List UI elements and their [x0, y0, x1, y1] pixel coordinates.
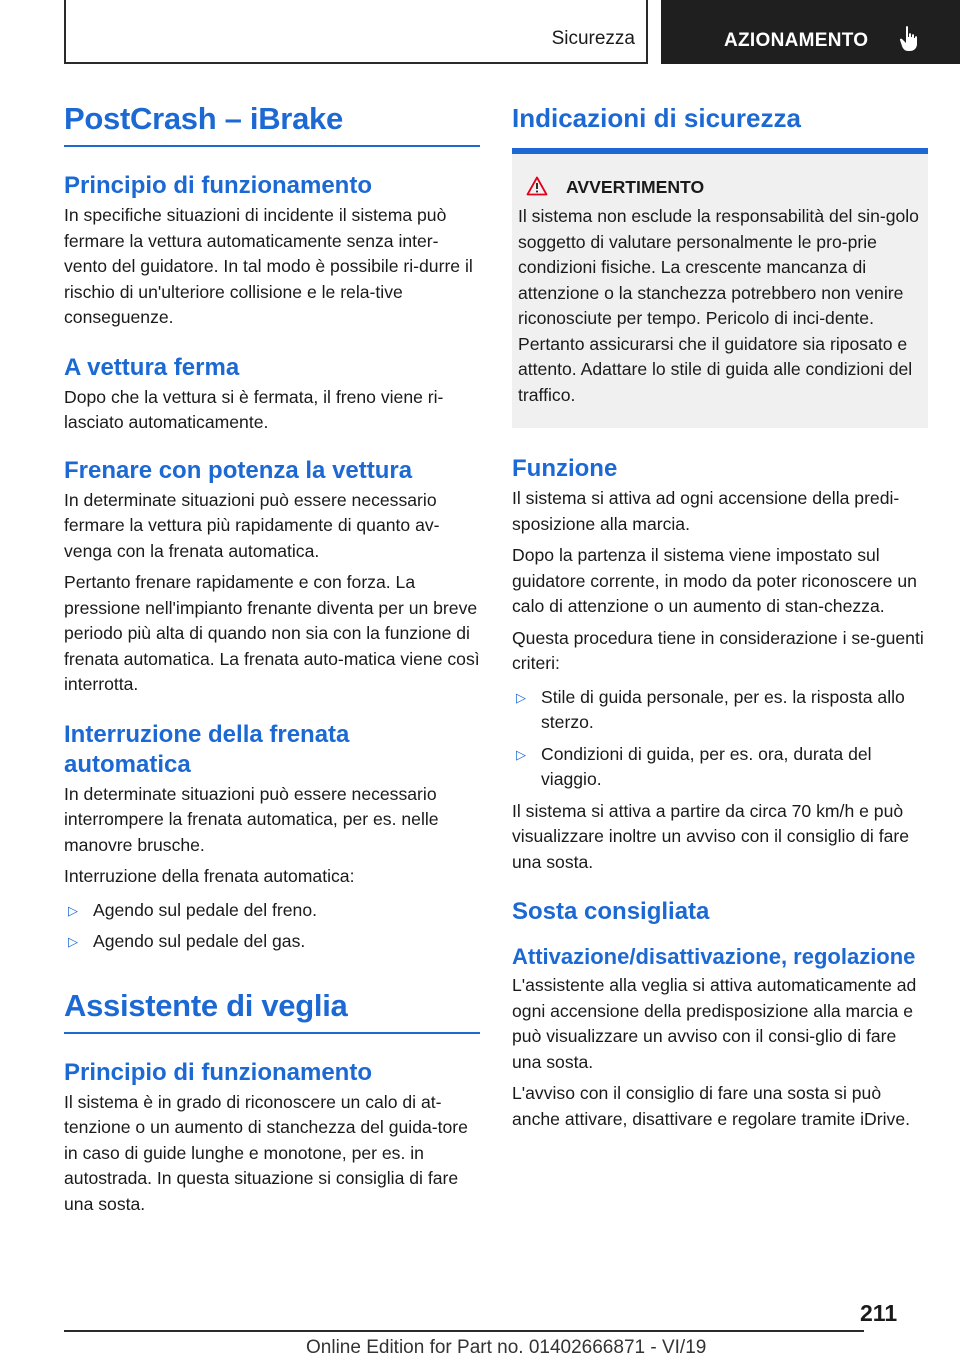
- list-item: ▷ Agendo sul pedale del gas.: [64, 929, 480, 955]
- para-frenare-2: Pertanto frenare rapidamente e con forza. La pressione nell'impianto frenante diventa per un breve periodo più alta di quando non sia con la funzione di frenata automatica. La frenata auto-matica viene così interrotta.: [64, 572, 480, 694]
- heading-interruzione: Interruzione della frenata automatica: [64, 720, 350, 778]
- warning-triangle-icon: [526, 176, 548, 196]
- warning-box: [512, 148, 928, 428]
- triangle-bullet-icon: ▷: [516, 689, 526, 705]
- para-funzione-4: Il sistema si attiva a partire da circa 70 km/h e può visualizzare inoltre un avviso con il consiglio di fare una sosta.: [512, 800, 910, 872]
- page-number: 211: [860, 1300, 898, 1326]
- footer-edition: Online Edition for Part no. 01402666871 - VI/19: [306, 1337, 707, 1358]
- para-sosta-1: L'assistente alla veglia si attiva automaticamente ad ogni accensione della predisposizione alla marcia e può visualizzare un avviso con il consi-glio di fare una sosta.: [512, 975, 917, 1072]
- triangle-bullet-icon: ▷: [68, 902, 78, 918]
- para-sosta-2: L'avviso con il consiglio di fare una sosta si può anche attivare, disattivare e regolare tramite iDrive.: [512, 1083, 910, 1129]
- right-column: [512, 100, 928, 1132]
- heading-frenare: Frenare con potenza la vettura: [64, 456, 413, 484]
- left-column: [64, 100, 480, 1217]
- para-funzione-3: Questa procedura tiene in considerazione i se-guenti criteri:: [512, 627, 924, 673]
- para-principio-1: In specifiche situazioni di incidente il sistema può fermare la vettura automaticamente senza inter-vento del guidatore. In tal modo è possibile ri-durre il rischio di un'ulteriore collisione e le rela-tive conseguenze.: [64, 205, 473, 327]
- para-funzione-1: Il sistema si attiva ad ogni accensione della predi-sposizione alla marcia.: [512, 488, 900, 534]
- footer-rule: [64, 1330, 864, 1332]
- chapter-label: AZIONAMENTO: [724, 30, 869, 51]
- heading-principio-2: Principio di funzionamento: [64, 1058, 372, 1086]
- title-postcrash: PostCrash – iBrake: [64, 101, 343, 136]
- hand-pointer-icon: [897, 25, 921, 53]
- para-funzione-2: Dopo la partenza il sistema viene impostato sul guidatore corrente, in modo da poter riconoscere un calo di attenzione o un aumento di stan-chezza.: [512, 545, 917, 616]
- triangle-bullet-icon: ▷: [68, 934, 78, 949]
- title-assistente: Assistente di veglia: [64, 987, 348, 1023]
- title-rule: [64, 1032, 480, 1034]
- para-interruzione-1: In determinate situazioni può essere necessario interrompere la frenata automatica, per es. nelle manovre brusche.: [64, 783, 439, 855]
- list-item: ▷ Condizioni di guida, per es. ora, durata del viaggio.: [516, 743, 872, 789]
- triangle-bullet-icon: ▷: [516, 746, 526, 762]
- para-frenare-1: In determinate situazioni può essere necessario fermare la vettura più rapidamente di quanto av-venga con la frenata automatica.: [64, 489, 440, 561]
- chapter-tab[interactable]: [661, 0, 960, 64]
- list-item: ▷ Agendo sul pedale del freno.: [64, 898, 480, 924]
- heading-funzione: Funzione: [512, 455, 618, 482]
- title-indicazioni: Indicazioni di sicurezza: [512, 103, 801, 133]
- para-principio-2: Il sistema è in grado di riconoscere un calo di at-tenzione o un aumento di stanchezza del guida-tore in caso di guide lunghe e monotone, per es. in autostrada. In questa situazione si consiglia di fare una sosta.: [64, 1091, 468, 1214]
- heading-vettura-ferma: A vettura ferma: [64, 353, 240, 381]
- para-vettura-ferma: Dopo che la vettura si è fermata, il freno viene ri-lasciato automaticamente.: [64, 386, 444, 432]
- section-label: Sicurezza: [551, 28, 635, 49]
- warning-text: Il sistema non esclude la responsabilità del sin-golo soggetto di valutare personalmente le pro-prie condizioni fisiche. La crescente mancanza di attenzione o la stanchezza potrebbero non venire riconosciute per tempo. Pericolo di inci-dente. Pertanto assicurarsi che il guidatore sia riposato e attento. Adattare lo stile di guida alle condizioni del traffico.: [518, 206, 919, 405]
- list-item: ▷ Stile di guida personale, per es. la risposta allo sterzo.: [516, 686, 905, 732]
- para-interruzione-2: Interruzione della frenata automatica:: [64, 866, 355, 886]
- subheading-attivazione: Attivazione/disattivazione, regolazione: [512, 944, 916, 969]
- title-rule: [64, 145, 480, 147]
- heading-sosta: Sosta consigliata: [512, 898, 710, 925]
- heading-principio-1: Principio di funzionamento: [64, 172, 372, 199]
- warning-title: AVVERTIMENTO: [518, 174, 920, 200]
